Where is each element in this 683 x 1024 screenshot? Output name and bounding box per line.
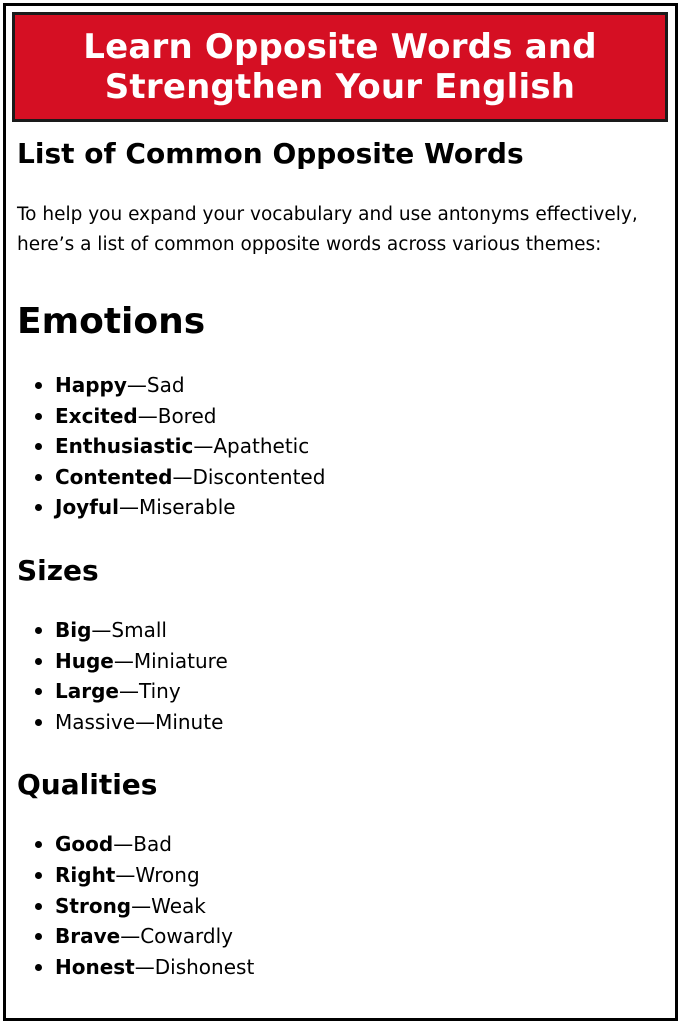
word: Happy — [55, 373, 127, 397]
list-item — [17, 646, 667, 677]
word: Enthusiastic — [55, 434, 194, 459]
qualities-list — [17, 829, 667, 982]
bullet-icon — [35, 841, 42, 848]
intro-paragraph: To help you expand your vocabulary and use antonyms effectively, here’s a list of common opposite words across various themes: — [17, 204, 638, 255]
bullet-icon — [35, 627, 42, 634]
bullet-icon — [35, 413, 42, 420]
list-item — [17, 829, 667, 860]
bullet-icon — [35, 474, 42, 481]
list-item — [17, 676, 667, 707]
bullet-icon — [35, 903, 42, 910]
bullet-icon — [35, 872, 42, 879]
dash: — — [120, 924, 141, 949]
opposite-word: Bad — [133, 832, 172, 857]
list-item — [17, 921, 667, 952]
list-item — [17, 952, 667, 983]
word: Huge — [55, 648, 114, 673]
word: Right — [55, 862, 116, 887]
emotions-list — [17, 370, 667, 523]
dash: — — [134, 954, 155, 979]
category-heading-sizes: Sizes — [17, 553, 99, 587]
dash: — — [115, 862, 136, 887]
bullet-icon — [35, 443, 42, 450]
word: Contented — [55, 464, 173, 489]
dash: — — [118, 679, 139, 704]
dash: — — [193, 434, 214, 459]
section-title: List of Common Opposite Words — [17, 137, 524, 170]
title-banner — [12, 12, 668, 122]
list-item — [17, 707, 667, 738]
page-frame — [3, 3, 678, 1021]
list-item — [17, 891, 667, 922]
list-item — [17, 431, 667, 462]
dash: — — [91, 617, 112, 642]
bullet-icon — [35, 964, 42, 971]
bullet-icon — [35, 719, 42, 726]
bullet-icon — [35, 658, 42, 665]
list-item — [17, 462, 667, 493]
bullet-icon — [35, 382, 42, 389]
opposite-word: Miniature — [133, 648, 228, 673]
opposite-word: Apathetic — [213, 434, 310, 459]
list-item — [17, 860, 667, 891]
word: Joyful — [55, 495, 120, 520]
opposite-word: Weak — [151, 893, 206, 918]
dash: — — [126, 373, 147, 397]
opposite-word: Cowardly — [140, 924, 233, 949]
opposite-word: Sad — [146, 373, 185, 397]
word: Honest — [55, 954, 135, 979]
article-content — [17, 130, 667, 982]
word: Good — [55, 832, 114, 857]
dash: — — [172, 464, 193, 489]
bullet-icon — [35, 504, 42, 511]
category-heading-qualities: Qualities — [17, 768, 158, 802]
dash: — — [137, 403, 158, 428]
word: Large — [55, 679, 119, 704]
opposite-word: Dishonest — [154, 954, 255, 979]
word: Massive — [55, 709, 136, 734]
word: Excited — [55, 403, 138, 428]
dash: — — [119, 495, 140, 520]
opposite-word: Small — [111, 617, 167, 642]
sizes-list — [17, 615, 667, 737]
opposite-word: Minute — [155, 709, 224, 734]
dash: — — [113, 648, 134, 673]
word: Brave — [55, 924, 121, 949]
word: Big — [55, 617, 92, 642]
dash: — — [131, 893, 152, 918]
banner-title: Learn Opposite Words and Strengthen Your English — [83, 27, 597, 107]
bullet-icon — [35, 688, 42, 695]
opposite-word: Tiny — [138, 679, 181, 704]
dash: — — [135, 709, 156, 734]
category-heading-emotions: Emotions — [17, 301, 206, 342]
list-item — [17, 492, 667, 523]
opposite-word: Bored — [157, 403, 217, 428]
list-item — [17, 370, 667, 401]
word: Strong — [55, 893, 132, 918]
opposite-word: Discontented — [192, 464, 326, 489]
list-item — [17, 401, 667, 432]
bullet-icon — [35, 933, 42, 940]
dash: — — [113, 832, 134, 857]
opposite-word: Miserable — [139, 495, 236, 520]
list-item — [17, 615, 667, 646]
opposite-word: Wrong — [135, 862, 200, 887]
